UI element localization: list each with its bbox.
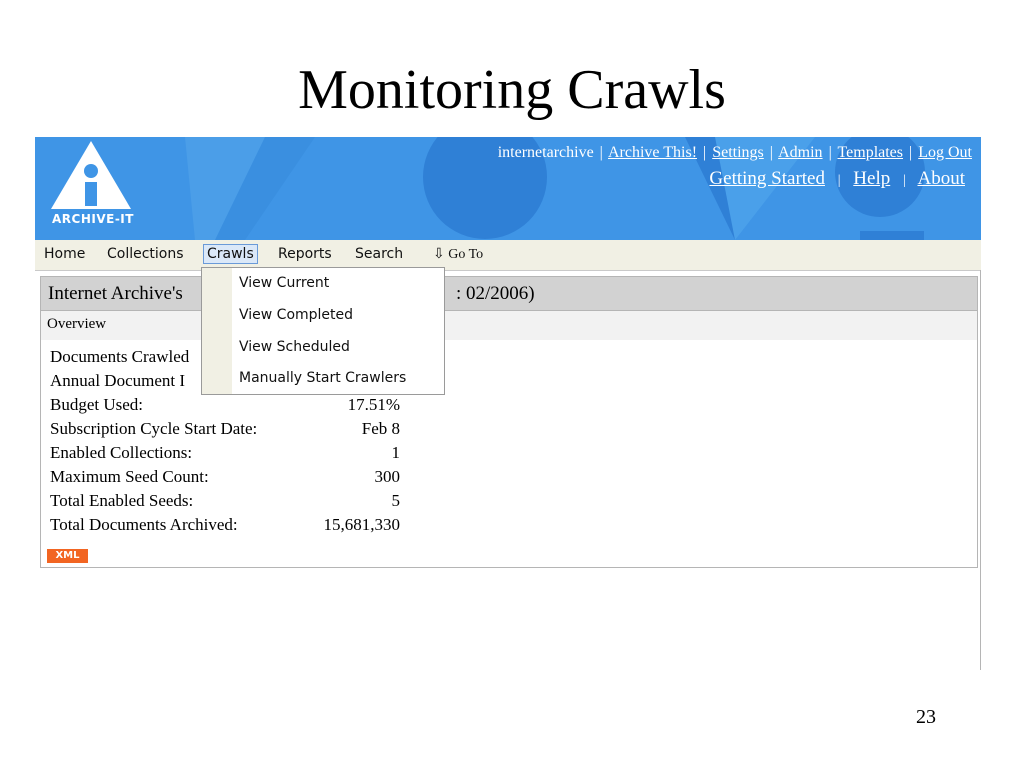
nav-crawls[interactable]: Crawls — [203, 244, 258, 264]
stat-row — [50, 395, 400, 419]
stat-label: Subscription Cycle Start Date: — [50, 419, 258, 438]
stat-value: 15,681,330 — [323, 515, 400, 534]
menu-item-manual-start[interactable]: Manually Start Crawlers — [239, 370, 407, 386]
stat-label: Maximum Seed Count: — [50, 467, 209, 486]
stat-value: 5 — [391, 491, 400, 510]
nav-reports[interactable]: Reports — [278, 246, 332, 262]
stat-label: Documents Crawled — [50, 347, 190, 366]
help-link[interactable]: Help — [853, 168, 891, 189]
archive-it-screenshot — [35, 137, 981, 670]
logo-text: ARCHIVE-IT — [52, 212, 134, 226]
stat-value: 17.51% — [347, 395, 400, 414]
stat-row — [50, 467, 400, 491]
goto-label: Go To — [448, 247, 484, 262]
slide-number: 23 — [916, 706, 936, 728]
stat-value: 1 — [391, 443, 400, 462]
stat-label: Budget Used: — [50, 395, 144, 414]
about-link[interactable]: About — [917, 168, 965, 189]
templates-link[interactable]: Templates — [837, 144, 904, 161]
getting-started-link[interactable]: Getting Started — [709, 168, 825, 189]
nav-search[interactable]: Search — [355, 246, 404, 262]
goto-menu[interactable] — [433, 246, 483, 263]
slide-title: Monitoring Crawls — [298, 59, 726, 121]
admin-link[interactable]: Admin — [778, 144, 823, 161]
stat-label: Enabled Collections: — [50, 443, 193, 462]
menu-gutter — [202, 268, 232, 394]
overview-tab[interactable] — [41, 311, 977, 340]
menu-item-view-current[interactable]: View Current — [239, 275, 330, 291]
stat-row — [50, 491, 400, 515]
archive-this-link[interactable]: Archive This! — [608, 144, 698, 161]
page-edge-line — [980, 270, 981, 670]
stat-value: Feb 8 — [361, 419, 400, 438]
logout-link[interactable]: Log Out — [918, 144, 972, 161]
settings-link[interactable]: Settings — [712, 144, 764, 161]
stat-label: Total Documents Archived: — [50, 515, 238, 534]
site-header — [35, 137, 981, 240]
stat-row — [50, 419, 400, 443]
stat-row — [50, 443, 400, 467]
nav-home[interactable]: Home — [44, 246, 86, 262]
panel-title-bar — [41, 277, 977, 311]
menu-item-view-scheduled[interactable]: View Scheduled — [239, 339, 350, 355]
crawls-dropdown-menu — [201, 267, 445, 395]
stat-row — [50, 515, 400, 539]
nav-collections[interactable]: Collections — [107, 246, 184, 262]
menu-item-view-completed[interactable]: View Completed — [239, 307, 354, 323]
help-links: Getting Started | Help | About — [709, 168, 965, 189]
stat-label: Annual Document I — [50, 371, 186, 390]
stat-value: 300 — [374, 467, 400, 486]
account-overview-panel — [40, 276, 978, 568]
stat-label: Total Enabled Seeds: — [50, 491, 194, 510]
down-arrow-icon: ⇩ — [433, 247, 445, 262]
xml-export-button[interactable]: XML — [47, 549, 88, 563]
panel-title-right: : 02/2006) — [456, 283, 535, 304]
top-links: internetarchive | Archive This! | Settings | Admin | Templates | Log Out — [497, 144, 972, 161]
main-nav — [35, 240, 981, 271]
panel-title-left: Internet Archive's — [48, 283, 183, 304]
overview-tab-label: Overview — [47, 316, 107, 332]
username: internetarchive — [497, 144, 594, 161]
